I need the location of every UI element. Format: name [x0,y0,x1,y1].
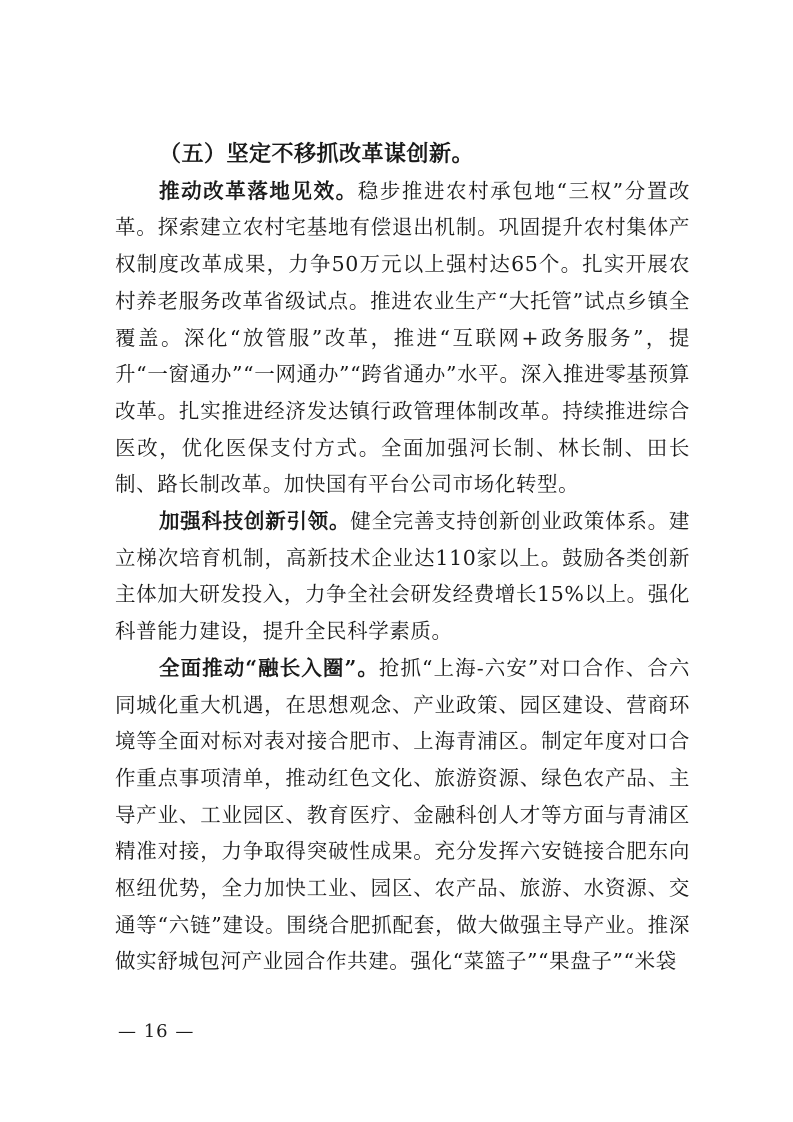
paragraph-lead: 全面推动“融长入圈”。 [159,655,379,680]
paragraph-integration [115,650,690,980]
page-number: — 16 — [118,1021,195,1042]
paragraph-innovation [115,503,690,650]
paragraph-lead: 加强科技创新引领。 [159,509,351,534]
paragraph-body: 健全完善支持创新创业政策体系。建立梯次培育机制，高新技术企业达110家以上。鼓励各类创新主体加大研发投入，力争全社会研发经费增长15%以上。强化科普能力建设，提升全民科学素质。 [115,509,690,644]
paragraph-body: 稳步推进农村承包地“三权”分置改革。探索建立农村宅基地有偿退出机制。巩固提升农村集体产权制度改革成果，力争50万元以上强村达65个。扎实开展农村养老服务改革省级试点。推进农业生产“大托管”试点乡镇全覆盖。深化“放管服”改革，推进“互联网+政务服务”，提升“一窗通办”“一网通办”“跨省通办”水平。深入推进零基预算改革。扎实推进经济发达镇行政管理体制改革。持续推进综合医改，优化医保支付方式。全面加强河长制、林长制、田长制、路长制改革。加快国有平台公司市场化转型。 [115,178,691,497]
paragraph-reform [115,173,690,503]
section-heading: （五）坚定不移抓改革谋创新。 [159,141,475,167]
paragraph-body: 抢抓“上海-六安”对口合作、合六同城化重大机遇，在思想观念、产业政策、园区建设、营商环境等全面对标对表对接合肥市、上海青浦区。制定年度对口合作重点事项清单，推动红色文化、旅游资源、绿色农产品、主导产业、工业园区、教育医疗、金融科创人才等方面与青浦区精准对接，力争取得突破性成果。充分发挥六安链接合肥东向枢纽优势，全力加快工业、园区、农产品、旅游、水资源、交通等“六链”建设。围绕合肥抓配套，做大做强主导产业。推深做实舒城包河产业园合作共建。强化“菜篮子”“果盘子”“米袋 [115,655,690,974]
document-body [115,136,690,980]
paragraph-lead: 推动改革落地见效。 [159,178,358,203]
